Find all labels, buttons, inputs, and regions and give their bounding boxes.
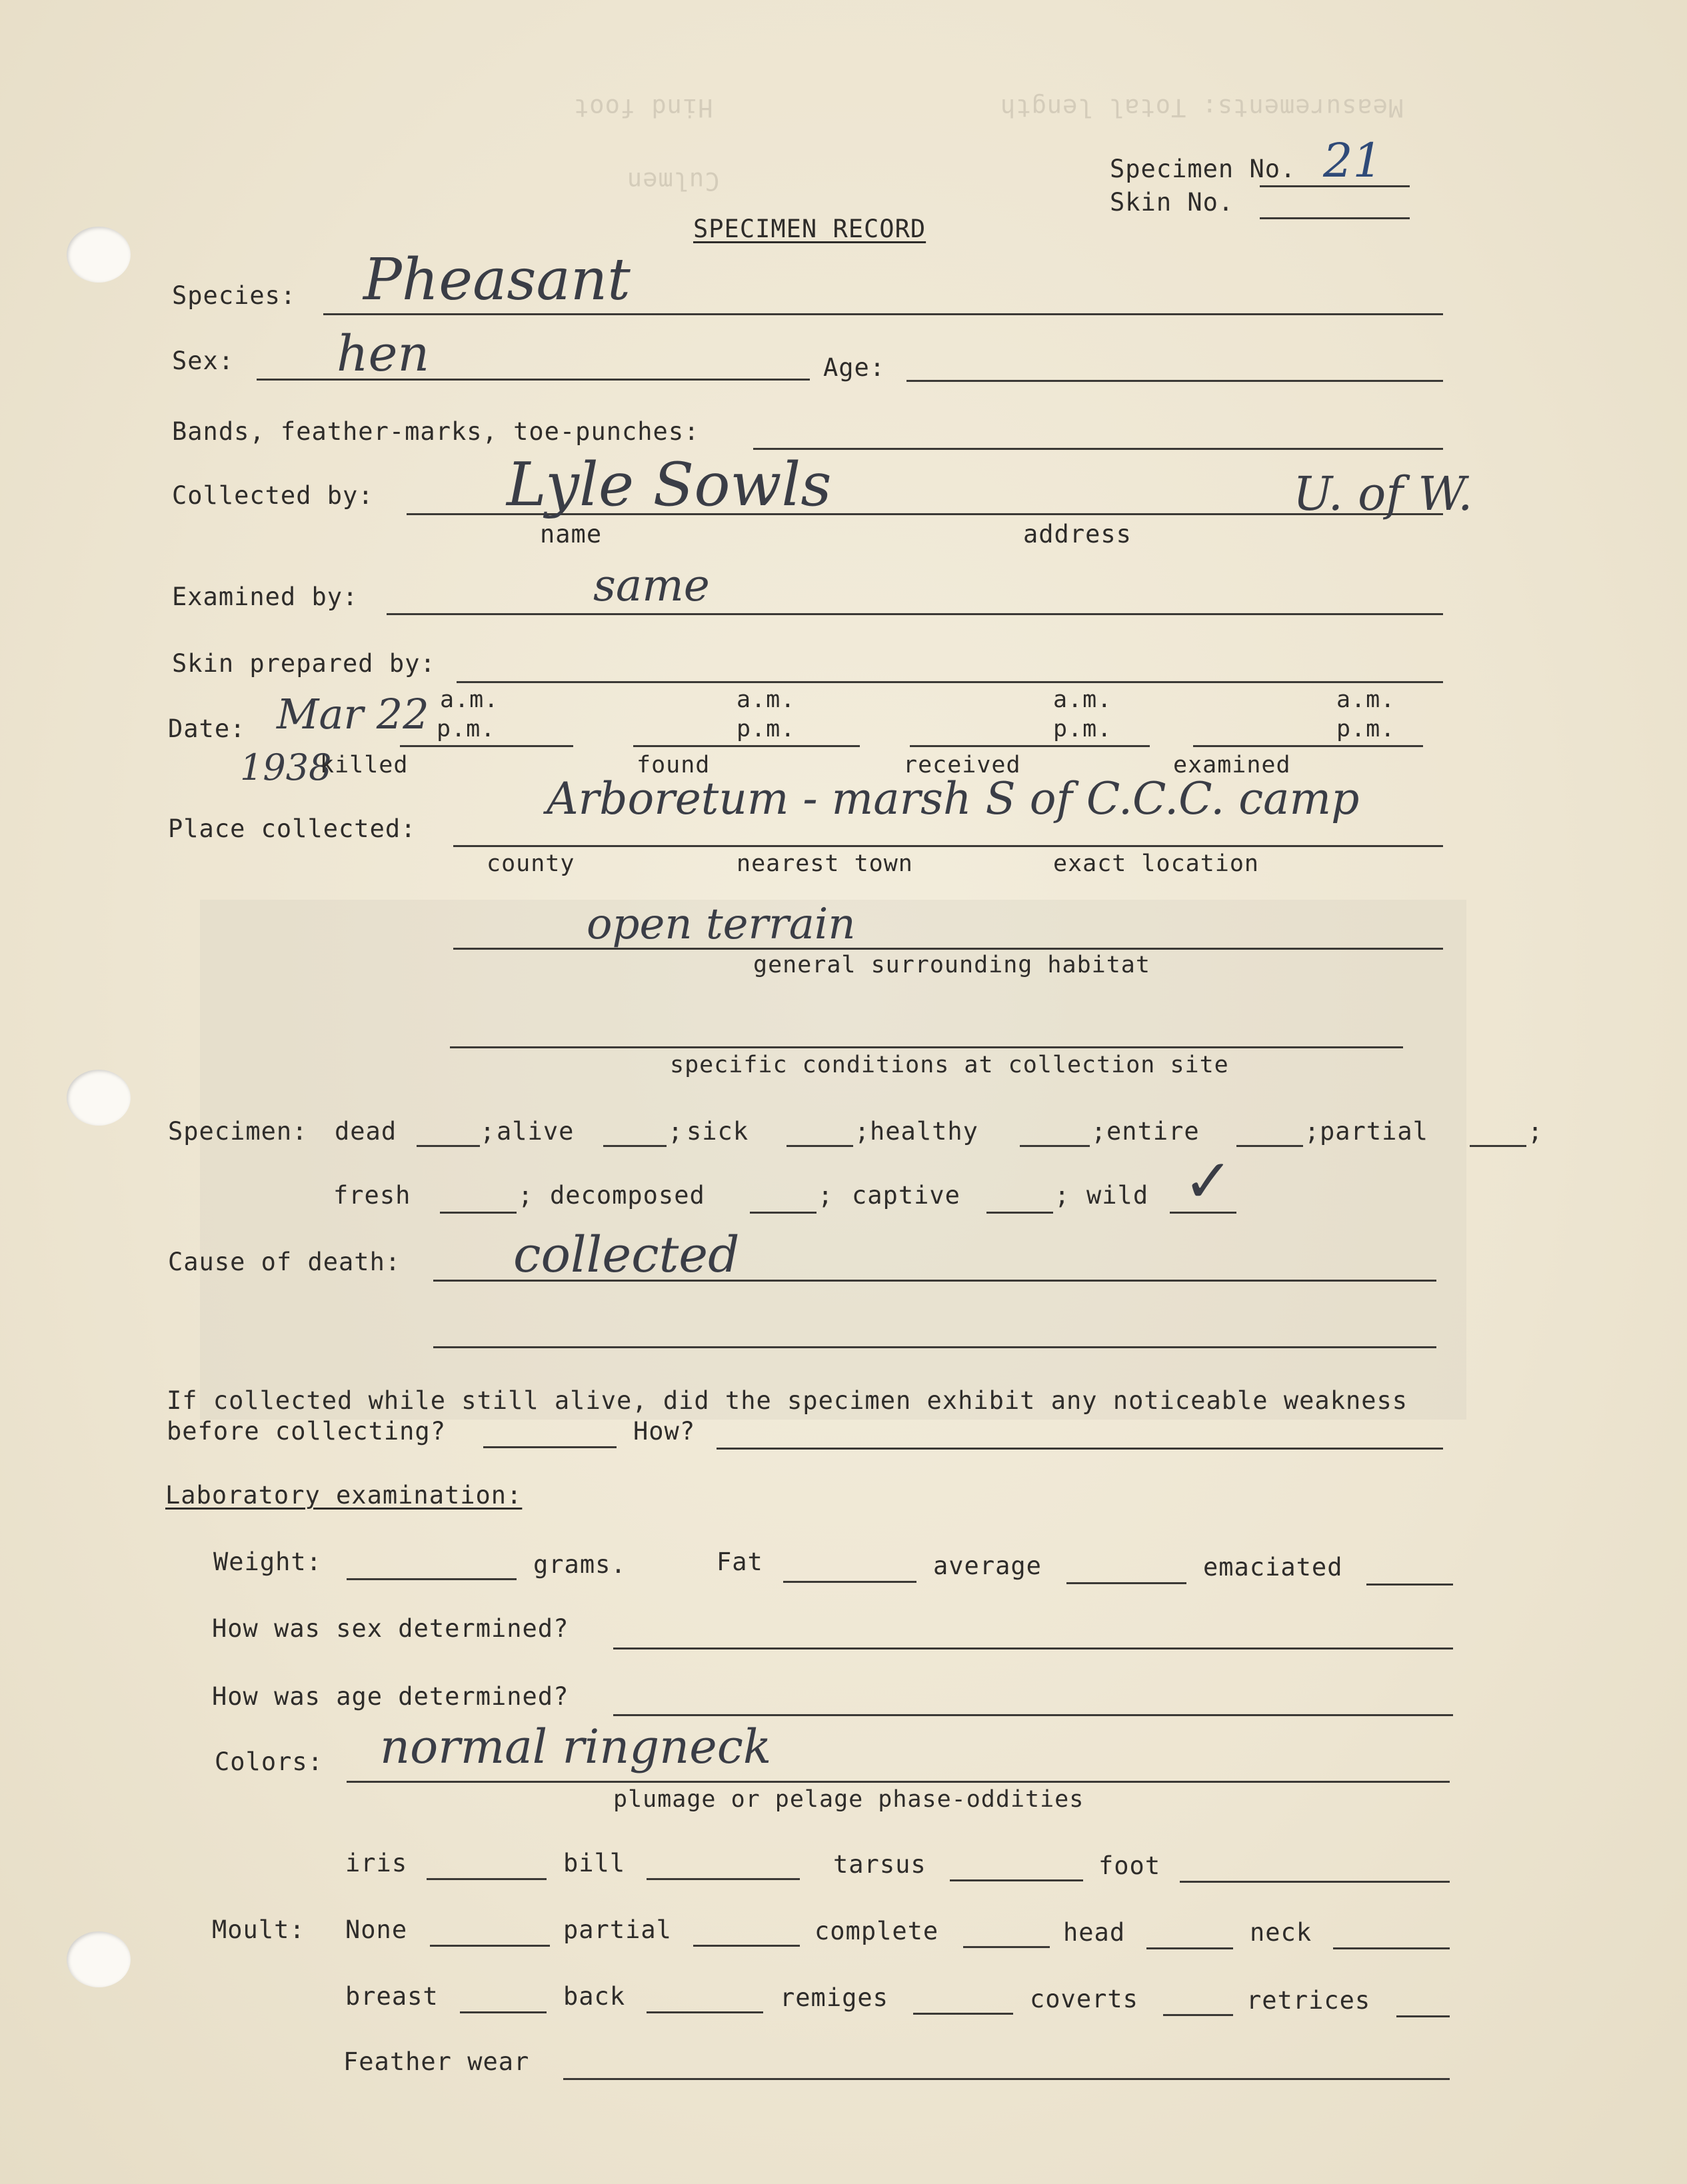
found-line bbox=[633, 745, 860, 747]
partial-label: partial bbox=[1320, 1117, 1428, 1146]
age-determined-line bbox=[613, 1714, 1453, 1716]
pm-found: p.m. bbox=[737, 716, 796, 742]
specimen-label: Specimen: bbox=[168, 1117, 308, 1146]
foot-line bbox=[1180, 1881, 1450, 1883]
separator: ; bbox=[1304, 1117, 1320, 1146]
alive-question-line2: before collecting? bbox=[167, 1417, 446, 1446]
feather-wear-label: Feather wear bbox=[343, 2047, 530, 2076]
age-label: Age: bbox=[823, 353, 886, 382]
killed-line bbox=[400, 745, 573, 747]
entire-label: entire bbox=[1106, 1117, 1200, 1146]
examined-caption: examined bbox=[1173, 752, 1291, 778]
collected-name-value: Lyle Sowls bbox=[507, 450, 832, 520]
address-caption: address bbox=[1023, 520, 1132, 548]
dead-label: dead bbox=[335, 1117, 397, 1146]
colors-label: Colors: bbox=[215, 1747, 323, 1776]
sick-line bbox=[787, 1145, 853, 1147]
bands-line bbox=[753, 448, 1443, 450]
punch-hole-middle bbox=[67, 1070, 131, 1126]
moult-complete-label: complete bbox=[815, 1917, 939, 1945]
grams-label: grams. bbox=[533, 1550, 627, 1579]
collected-address-value: U. of W. bbox=[1293, 467, 1473, 521]
conditions-caption: specific conditions at collection site bbox=[670, 1052, 1229, 1078]
moult-head-line bbox=[1146, 1947, 1233, 1949]
iris-label: iris bbox=[345, 1849, 408, 1877]
tarsus-line bbox=[950, 1879, 1083, 1881]
healthy-line bbox=[1020, 1145, 1090, 1147]
pm-examined: p.m. bbox=[1336, 716, 1396, 742]
moult-breast-label: breast bbox=[345, 1982, 439, 2011]
weight-line bbox=[347, 1578, 517, 1580]
fresh-label: fresh bbox=[333, 1181, 411, 1210]
captive-label: captive bbox=[852, 1181, 960, 1210]
species-line bbox=[323, 313, 1443, 315]
cause-of-death-line-2 bbox=[433, 1346, 1436, 1348]
moult-retrices-label: retrices bbox=[1246, 1986, 1371, 2015]
species-label: Species: bbox=[172, 281, 297, 310]
lab-title: Laboratory examination: bbox=[165, 1481, 523, 1510]
separator: ; bbox=[1054, 1181, 1070, 1210]
moult-coverts-label: coverts bbox=[1030, 1985, 1138, 2013]
wild-checkmark: ✓ bbox=[1183, 1146, 1234, 1216]
alive-label: alive bbox=[497, 1117, 575, 1146]
skin-prepared-label: Skin prepared by: bbox=[172, 649, 436, 678]
found-caption: found bbox=[637, 752, 711, 778]
separator: ; bbox=[668, 1117, 684, 1146]
am-examined: a.m. bbox=[1336, 686, 1396, 713]
name-caption: name bbox=[540, 520, 603, 548]
cause-of-death-value: collected bbox=[513, 1226, 740, 1284]
emaciated-line bbox=[1366, 1584, 1453, 1586]
moult-remiges-label: remiges bbox=[780, 1983, 888, 2012]
moult-breast-line bbox=[460, 2011, 547, 2013]
pm-received: p.m. bbox=[1053, 716, 1112, 742]
fat-label: Fat bbox=[717, 1548, 763, 1576]
place-collected-label: Place collected: bbox=[168, 814, 417, 843]
am-received: a.m. bbox=[1053, 686, 1112, 713]
separators-row1: ; bbox=[480, 1117, 496, 1146]
exact-location-caption: exact location bbox=[1053, 850, 1260, 877]
bleed-through-text: Hind foot bbox=[573, 93, 713, 122]
examined-by-line bbox=[387, 613, 1443, 615]
examined-date-line bbox=[1193, 745, 1423, 747]
examined-by-label: Examined by: bbox=[172, 582, 359, 611]
moult-coverts-line bbox=[1163, 2014, 1233, 2016]
sex-value: hen bbox=[337, 325, 430, 383]
alive-question-line1: If collected while still alive, did the specimen exhibit any noticeable weakness bbox=[167, 1386, 1408, 1415]
feather-wear-line bbox=[563, 2078, 1450, 2080]
dead-line bbox=[417, 1145, 480, 1147]
alive-line bbox=[603, 1145, 667, 1147]
separator: ; bbox=[1528, 1117, 1544, 1146]
moult-label: Moult: bbox=[212, 1915, 305, 1944]
bill-label: bill bbox=[563, 1849, 626, 1877]
bleed-through-text: Culmen bbox=[627, 167, 720, 195]
weight-label: Weight: bbox=[213, 1548, 322, 1576]
average-line bbox=[1066, 1582, 1186, 1584]
bleed-through-text: Measurements: Total length bbox=[1000, 93, 1404, 122]
moult-partial-line bbox=[693, 1945, 800, 1947]
skin-no-line bbox=[1260, 217, 1410, 219]
moult-neck-line bbox=[1333, 1947, 1450, 1949]
sex-determined-line bbox=[613, 1647, 1453, 1649]
species-value: Pheasant bbox=[363, 247, 631, 313]
alive-answer-line bbox=[483, 1446, 617, 1448]
moult-remiges-line bbox=[913, 2013, 1013, 2015]
how-label: How? bbox=[633, 1417, 696, 1446]
bands-label: Bands, feather-marks, toe-punches: bbox=[172, 417, 700, 446]
decomposed-label: decomposed bbox=[550, 1181, 705, 1210]
age-determined-label: How was age determined? bbox=[212, 1682, 569, 1711]
page-title: SPECIMEN RECORD bbox=[693, 215, 926, 243]
separator: ; bbox=[854, 1117, 870, 1146]
moult-back-line bbox=[647, 2011, 763, 2013]
collected-by-label: Collected by: bbox=[172, 481, 374, 510]
decomposed-line bbox=[750, 1212, 817, 1214]
moult-partial-label: partial bbox=[563, 1915, 672, 1944]
bill-line bbox=[647, 1878, 800, 1880]
place-collected-value: Arboretum - marsh S of C.C.C. camp bbox=[547, 773, 1360, 824]
examined-by-value: same bbox=[593, 560, 710, 611]
county-caption: county bbox=[487, 850, 575, 877]
separator: ; bbox=[518, 1181, 534, 1210]
moult-none-line bbox=[430, 1945, 550, 1947]
moult-retrices-line bbox=[1396, 2015, 1450, 2017]
moult-complete-line bbox=[963, 1946, 1050, 1948]
colors-line bbox=[347, 1781, 1450, 1783]
wild-label: wild bbox=[1086, 1181, 1149, 1210]
pm-killed: p.m. bbox=[437, 716, 496, 742]
separator: ; bbox=[818, 1181, 834, 1210]
habitat-value: open terrain bbox=[587, 900, 856, 949]
received-caption: received bbox=[903, 752, 1021, 778]
iris-line bbox=[427, 1878, 547, 1880]
average-label: average bbox=[933, 1552, 1042, 1580]
entire-line bbox=[1236, 1145, 1303, 1147]
healthy-label: healthy bbox=[870, 1117, 978, 1146]
received-line bbox=[910, 745, 1150, 747]
emaciated-label: emaciated bbox=[1203, 1553, 1343, 1582]
skin-no-label: Skin No. bbox=[1110, 188, 1234, 217]
conditions-line bbox=[450, 1046, 1403, 1048]
captive-line bbox=[986, 1212, 1053, 1214]
date-year: 1938 bbox=[240, 746, 332, 788]
date-label: Date: bbox=[168, 714, 246, 743]
date-value: Mar 22 bbox=[277, 690, 429, 738]
specimen-no-value: 21 bbox=[1323, 133, 1383, 188]
fat-line bbox=[783, 1581, 916, 1583]
skin-prepared-line bbox=[457, 681, 1443, 683]
sex-label: Sex: bbox=[172, 347, 235, 375]
moult-head-label: head bbox=[1063, 1918, 1126, 1947]
how-line bbox=[717, 1448, 1443, 1450]
cause-of-death-label: Cause of death: bbox=[168, 1248, 401, 1276]
moult-neck-label: neck bbox=[1250, 1918, 1312, 1947]
moult-back-label: back bbox=[563, 1982, 626, 2011]
separator: ; bbox=[1091, 1117, 1107, 1146]
partial-line bbox=[1470, 1145, 1526, 1147]
moult-none-label: None bbox=[345, 1915, 408, 1944]
habitat-caption: general surrounding habitat bbox=[753, 952, 1150, 978]
punch-hole-bottom bbox=[67, 1931, 131, 1987]
nearest-town-caption: nearest town bbox=[737, 850, 913, 877]
fresh-line bbox=[440, 1212, 517, 1214]
plumage-caption: plumage or pelage phase-oddities bbox=[613, 1786, 1084, 1813]
colors-value: normal ringneck bbox=[380, 1719, 772, 1774]
sex-determined-label: How was sex determined? bbox=[212, 1614, 569, 1643]
am-found: a.m. bbox=[737, 686, 796, 713]
tarsus-label: tarsus bbox=[833, 1850, 926, 1879]
specimen-no-label: Specimen No. bbox=[1110, 155, 1296, 183]
punch-hole-top bbox=[67, 227, 131, 283]
killed-caption: killed bbox=[320, 752, 409, 778]
place-collected-line bbox=[453, 845, 1443, 847]
am-killed: a.m. bbox=[440, 686, 499, 713]
sick-label: sick bbox=[687, 1117, 749, 1146]
foot-label: foot bbox=[1098, 1851, 1161, 1880]
age-line bbox=[906, 380, 1443, 382]
